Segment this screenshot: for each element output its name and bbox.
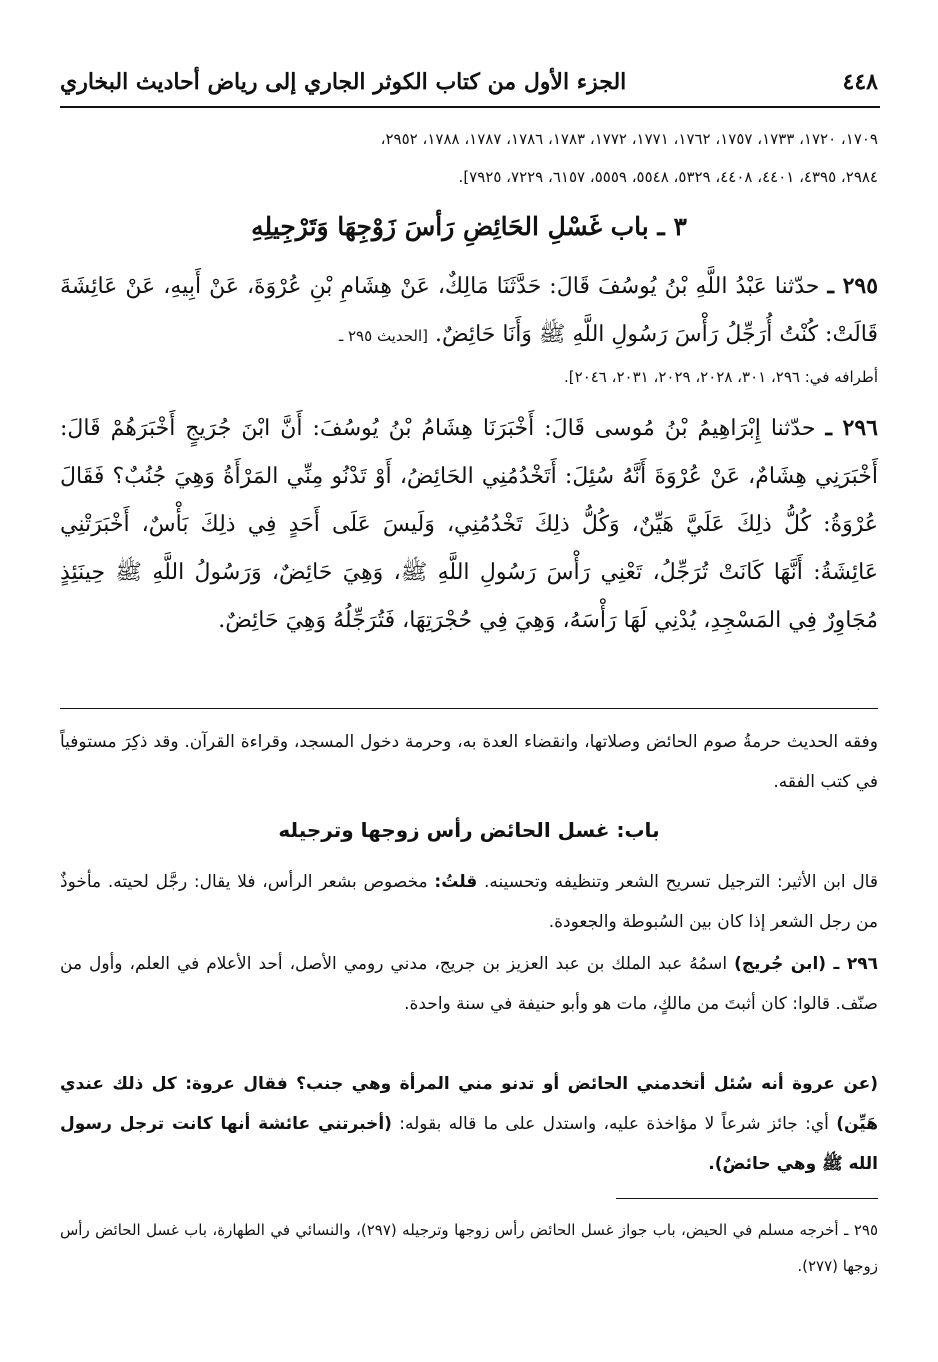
chapter-heading: ٣ ـ باب غَسْلِ الحَائِضِ رَأسَ زَوْجِهَا وَتَرْجِيلِهِ (251, 212, 687, 241)
hadith-number: ٢٩٦ ـ (825, 415, 878, 441)
hadith-text: حدّثنا إِبْرَاهِيمُ بْنُ مُوسى قَالَ: أَخْبَرَنَا هِشَامُ بْنُ يُوسُفَ: أَنَّ ابْنَ جُرَيجٍ أَخْبَرَهُمْ قَالَ: أَخْبَرَنِي هِشَامٌ، عَنْ عُرْوَةَ أَنَّهُ سُئِلَ: أَتَخْدُمُنِي الحَائِضُ، أَوْ تَدْنُو مِنِّي المَرْأَةُ وَهِيَ جُنُبٌ؟ فَقَالَ عُرْوَةُ: كُلُّ ذلِكَ عَلَيَّ هَيِّنٌ، وَكُلُّ ذلِكَ تَخْدُمُنِي، وَلَيسَ عَلَى أَحَدٍ فِي ذلِكَ بَأْسٌ، أَخْبَرَتْنِي عَائِشَةُ: أَنَّهَا كَانَتْ تُرَجِّلُ، تَعْنِي رَأْسَ رَسُولِ اللَّهِ ﷺ، وَهِيَ حَائِضٌ، وَرَسُولُ اللَّهِ ﷺ حِينَئِذٍ مُجَاوِرٌ فِي المَسْجِدِ، يُدْنِي لَهَا رَأْسَهُ، وَهِيَ فِي حُجْرَتِهَا، فَتُرَجِّلُهُ وَهِيَ حَائِضٌ. (60, 416, 878, 633)
ibn-jurayj-paragraph (60, 944, 878, 1024)
quote-bold: (عن عروة أنه سُئل أتخدمني الحائض أو تدنو مني المرأة وهي جنب؟ فقال عروة: كل ذلك عندي هَيِّن) (60, 1074, 879, 1134)
header-divider (60, 106, 880, 108)
ibn-athir-paragraph (60, 862, 878, 942)
hadith-296 (60, 404, 878, 645)
section-divider (60, 708, 878, 709)
note-label: ٢٩٦ ـ (ابن جُريج) (734, 954, 878, 974)
hadith-number: ٢٩٥ ـ (827, 273, 879, 299)
urwa-paragraph (60, 1064, 878, 1184)
footnote-divider (616, 1198, 878, 1199)
commentary-subheading: باب: غسل الحائض رأس زوجها وترجيله (278, 818, 660, 842)
quote-bold-2: (أخبرتني عائشة أنها كانت ترجل رسول الله ﷺ وهي حائضٌ). (60, 1114, 878, 1174)
hadith-text: حدّثنا عَبْدُ اللَّهِ بْنُ يُوسُفَ قَالَ: حَدَّثَنَا مَالِكٌ، عَنْ هِشَامِ بْنِ عُرْوَةَ، عَنْ أَبِيهِ، عَنْ عَائِشَةَ قَالَتْ: كُنْتُ أُرَجِّلُ رَأْسَ رَسُولِ اللَّهِ ﷺ وَأَنَا حَائِضٌ. (60, 274, 878, 347)
hadith-ref-note: [الحديث ٢٩٥ ـ (338, 327, 428, 345)
quote-plain: أي: جائز شرعاً لا مؤاخذة عليه، واستدل على ما قاله بقوله: (399, 1114, 829, 1134)
running-title: الجزء الأول من كتاب الكوثر الجاري إلى رياض أحاديث البخاري (60, 69, 627, 95)
qultu-label: قلتُ: (434, 872, 478, 892)
hadith-atraf: أطرافه في: ٢٩٦، ٣٠١، ٢٠٢٨، ٢٠٢٩، ٢٠٣١، ٢٠٤٦]. (564, 368, 878, 386)
cross-references (60, 120, 878, 196)
ref-line-1: ١٧٠٩، ١٧٢٠، ١٧٣٣، ١٧٥٧، ١٧٦٢، ١٧٧١، ١٧٧٢، ١٧٨٣، ١٧٨٦، ١٧٨٧، ١٧٨٨، ٢٩٥٢، (380, 130, 878, 148)
fiqh-paragraph: وفقه الحديث حرمةُ صوم الحائض وصلاتها، وانقضاء العدة به، وحرمة دخول المسجد، وقراءة القرآن. وقد ذكِرَ مستوفياً في كتب الفقه. (60, 732, 878, 792)
hadith-295 (60, 262, 878, 394)
page-number: ٤٤٨ (842, 69, 878, 95)
ibn-athir-text-2: مخصوص بشعر الرأس، فلا يقال: رجَّل لحيته. مأخوذٌ من رجل الشعر إذا كان بين السُبوطة والجعودة. (60, 872, 878, 932)
ref-line-2: ٢٩٨٤، ٤٣٩٥، ٤٤٠١، ٤٤٠٨، ٥٣٢٩، ٥٥٤٨، ٥٥٥٩، ٦١٥٧، ٧٢٢٩، ٧٩٢٥]. (458, 168, 878, 186)
footnote: ٢٩٥ ـ أخرجه مسلم في الحيض، باب جواز غسل الحائض رأس زوجها وترجيله (٢٩٧)، والنسائي في الطهارة، باب غسل الحائض رأس زوجها (٢٧٧). (60, 1221, 878, 1275)
running-header (60, 62, 878, 102)
note-text: اسمُهُ عبد الملك بن عبد العزيز بن جريج، مدني رومي الأصل، أحد الأعلام في العلم، وأول من صنّف. قالوا: كان أثبتَ من مالكٍ، مات هو وأبو حنيفة في سنة واحدة. (60, 954, 878, 1014)
ibn-athir-text: قال ابن الأثير: الترجيل تسريح الشعر وتنظيفه وتحسينه. (484, 872, 878, 892)
